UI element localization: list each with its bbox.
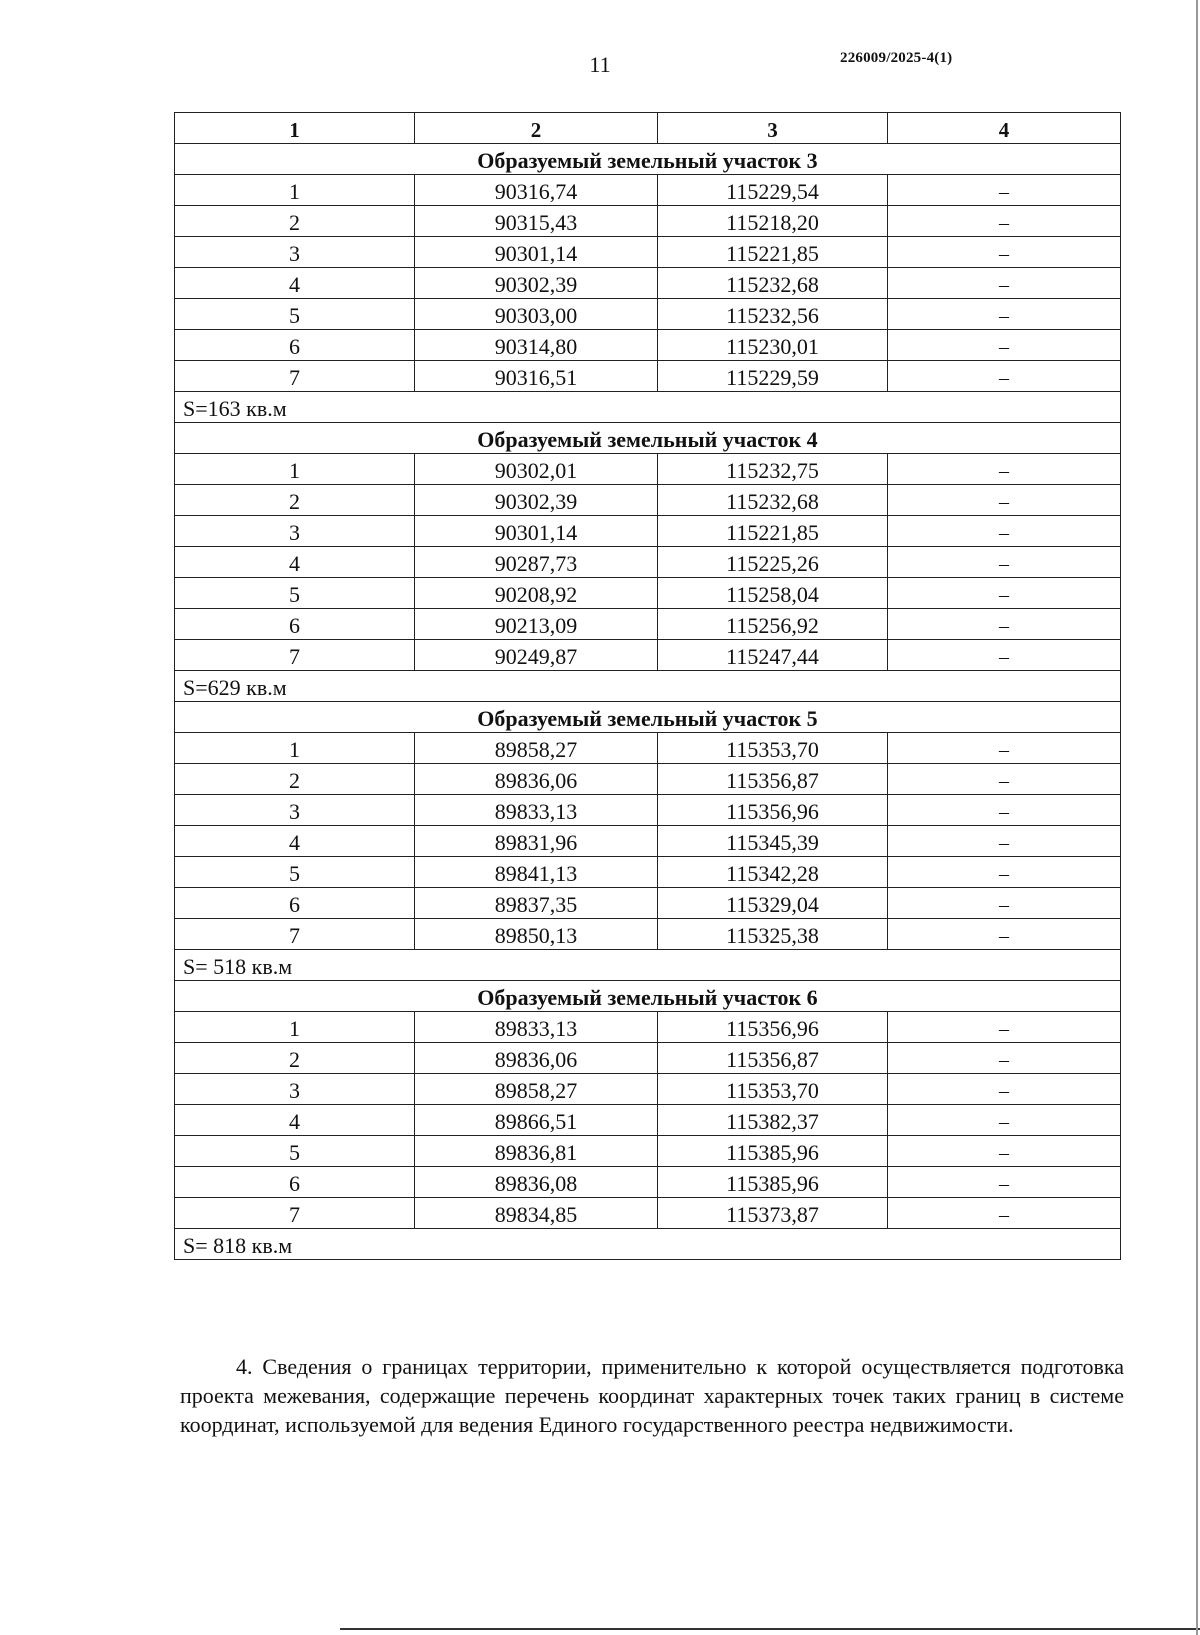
note-cell: –: [888, 1198, 1121, 1229]
section-title: Образуемый земельный участок 4: [175, 423, 1121, 454]
y-coordinate-cell: 115353,70: [658, 733, 888, 764]
section-title: Образуемый земельный участок 6: [175, 981, 1121, 1012]
y-coordinate-cell: 115356,87: [658, 764, 888, 795]
point-number-cell: 3: [175, 516, 415, 547]
table-row: [175, 299, 1121, 330]
point-number-cell: 3: [175, 1074, 415, 1105]
table-row: [175, 1136, 1121, 1167]
y-coordinate-cell: 115353,70: [658, 1074, 888, 1105]
y-coordinate-cell: 115221,85: [658, 237, 888, 268]
x-coordinate-cell: 89833,13: [415, 1012, 658, 1043]
area-row: [175, 1229, 1121, 1260]
y-coordinate-cell: 115221,85: [658, 516, 888, 547]
x-coordinate-cell: 90316,74: [415, 175, 658, 206]
y-coordinate-cell: 115329,04: [658, 888, 888, 919]
y-coordinate-cell: 115373,87: [658, 1198, 888, 1229]
table-row: [175, 454, 1121, 485]
x-coordinate-cell: 89834,85: [415, 1198, 658, 1229]
y-coordinate-cell: 115232,68: [658, 268, 888, 299]
y-coordinate-cell: 115258,04: [658, 578, 888, 609]
table-row: [175, 888, 1121, 919]
point-number-cell: 1: [175, 454, 415, 485]
note-cell: –: [888, 826, 1121, 857]
note-cell: –: [888, 1012, 1121, 1043]
x-coordinate-cell: 89836,06: [415, 764, 658, 795]
table-header-row: [175, 113, 1121, 144]
document-number: 226009/2025-4(1): [840, 50, 953, 66]
point-number-cell: 2: [175, 485, 415, 516]
x-coordinate-cell: 90315,43: [415, 206, 658, 237]
point-number-cell: 1: [175, 175, 415, 206]
section-title-row: [175, 144, 1121, 175]
point-number-cell: 7: [175, 919, 415, 950]
note-cell: –: [888, 640, 1121, 671]
y-coordinate-cell: 115356,96: [658, 795, 888, 826]
table-row: [175, 764, 1121, 795]
y-coordinate-cell: 115229,54: [658, 175, 888, 206]
x-coordinate-cell: 90314,80: [415, 330, 658, 361]
table-row: [175, 1198, 1121, 1229]
x-coordinate-cell: 90213,09: [415, 609, 658, 640]
point-number-cell: 4: [175, 826, 415, 857]
note-cell: –: [888, 795, 1121, 826]
y-coordinate-cell: 115325,38: [658, 919, 888, 950]
x-coordinate-cell: 89836,06: [415, 1043, 658, 1074]
x-coordinate-cell: 89858,27: [415, 1074, 658, 1105]
area-row: [175, 392, 1121, 423]
y-coordinate-cell: 115232,68: [658, 485, 888, 516]
table-row: [175, 206, 1121, 237]
note-cell: –: [888, 764, 1121, 795]
y-coordinate-cell: 115225,26: [658, 547, 888, 578]
y-coordinate-cell: 115345,39: [658, 826, 888, 857]
x-coordinate-cell: 89836,08: [415, 1167, 658, 1198]
x-coordinate-cell: 90249,87: [415, 640, 658, 671]
note-cell: –: [888, 485, 1121, 516]
point-number-cell: 6: [175, 609, 415, 640]
x-coordinate-cell: 89831,96: [415, 826, 658, 857]
section-title: Образуемый земельный участок 5: [175, 702, 1121, 733]
y-coordinate-cell: 115247,44: [658, 640, 888, 671]
point-number-cell: 7: [175, 1198, 415, 1229]
coordinates-table: [174, 112, 1121, 1260]
table-row: [175, 237, 1121, 268]
point-number-cell: 1: [175, 733, 415, 764]
note-cell: –: [888, 516, 1121, 547]
x-coordinate-cell: 90208,92: [415, 578, 658, 609]
x-coordinate-cell: 90302,39: [415, 268, 658, 299]
x-coordinate-cell: 90301,14: [415, 516, 658, 547]
x-coordinate-cell: 90316,51: [415, 361, 658, 392]
x-coordinate-cell: 89866,51: [415, 1105, 658, 1136]
section-title-row: [175, 423, 1121, 454]
x-coordinate-cell: 89836,81: [415, 1136, 658, 1167]
y-coordinate-cell: 115232,56: [658, 299, 888, 330]
y-coordinate-cell: 115229,59: [658, 361, 888, 392]
table-row: [175, 361, 1121, 392]
y-coordinate-cell: 115230,01: [658, 330, 888, 361]
note-cell: –: [888, 175, 1121, 206]
note-cell: –: [888, 578, 1121, 609]
note-cell: –: [888, 609, 1121, 640]
note-cell: –: [888, 857, 1121, 888]
y-coordinate-cell: 115218,20: [658, 206, 888, 237]
table-row: [175, 578, 1121, 609]
column-header: 1: [175, 113, 415, 144]
point-number-cell: 6: [175, 888, 415, 919]
point-number-cell: 4: [175, 1105, 415, 1136]
x-coordinate-cell: 90302,01: [415, 454, 658, 485]
point-number-cell: 2: [175, 206, 415, 237]
point-number-cell: 7: [175, 640, 415, 671]
note-cell: –: [888, 454, 1121, 485]
point-number-cell: 5: [175, 578, 415, 609]
area-row: [175, 671, 1121, 702]
column-header: 3: [658, 113, 888, 144]
table-row: [175, 857, 1121, 888]
point-number-cell: 2: [175, 764, 415, 795]
area-value: S= 518 кв.м: [175, 950, 1121, 981]
table-row: [175, 733, 1121, 764]
point-number-cell: 7: [175, 361, 415, 392]
note-cell: –: [888, 919, 1121, 950]
scan-artifact-line: [340, 1628, 1200, 1630]
column-header: 4: [888, 113, 1121, 144]
point-number-cell: 5: [175, 1136, 415, 1167]
note-cell: –: [888, 299, 1121, 330]
note-cell: –: [888, 206, 1121, 237]
table-body: [175, 144, 1121, 1260]
note-cell: –: [888, 268, 1121, 299]
scan-artifact-edge: [1196, 0, 1198, 1635]
y-coordinate-cell: 115385,96: [658, 1136, 888, 1167]
note-cell: –: [888, 733, 1121, 764]
note-cell: –: [888, 1136, 1121, 1167]
note-cell: –: [888, 330, 1121, 361]
table-row: [175, 485, 1121, 516]
area-row: [175, 950, 1121, 981]
area-value: S=163 кв.м: [175, 392, 1121, 423]
y-coordinate-cell: 115342,28: [658, 857, 888, 888]
point-number-cell: 3: [175, 237, 415, 268]
page-number: 11: [589, 52, 611, 77]
note-cell: –: [888, 1074, 1121, 1105]
section-title-row: [175, 702, 1121, 733]
table-row: [175, 826, 1121, 857]
table-row: [175, 1105, 1121, 1136]
note-cell: –: [888, 1105, 1121, 1136]
y-coordinate-cell: 115356,87: [658, 1043, 888, 1074]
x-coordinate-cell: 89833,13: [415, 795, 658, 826]
x-coordinate-cell: 90287,73: [415, 547, 658, 578]
note-cell: –: [888, 1167, 1121, 1198]
y-coordinate-cell: 115256,92: [658, 609, 888, 640]
table-row: [175, 1012, 1121, 1043]
point-number-cell: 5: [175, 857, 415, 888]
table-row: [175, 1043, 1121, 1074]
note-cell: –: [888, 1043, 1121, 1074]
y-coordinate-cell: 115385,96: [658, 1167, 888, 1198]
area-value: S=629 кв.м: [175, 671, 1121, 702]
section-title-row: [175, 981, 1121, 1012]
note-cell: –: [888, 547, 1121, 578]
x-coordinate-cell: 90302,39: [415, 485, 658, 516]
point-number-cell: 4: [175, 268, 415, 299]
point-number-cell: 6: [175, 1167, 415, 1198]
table-row: [175, 268, 1121, 299]
table-row: [175, 547, 1121, 578]
x-coordinate-cell: 90301,14: [415, 237, 658, 268]
area-value: S= 818 кв.м: [175, 1229, 1121, 1260]
table-row: [175, 175, 1121, 206]
point-number-cell: 3: [175, 795, 415, 826]
column-header: 2: [415, 113, 658, 144]
note-cell: –: [888, 237, 1121, 268]
table-row: [175, 795, 1121, 826]
y-coordinate-cell: 115382,37: [658, 1105, 888, 1136]
table-row: [175, 516, 1121, 547]
table-row: [175, 330, 1121, 361]
section-4-paragraph: 4. Сведения о границах территории, применительно к которой осуществляется подготовка проекта межевания, содержащие перечень координат характерных точек таких границ в системе координат, используемой для ведения Единого государственного реестра недвижимости.: [180, 1354, 1124, 1437]
y-coordinate-cell: 115356,96: [658, 1012, 888, 1043]
table-row: [175, 1074, 1121, 1105]
table-row: [175, 1167, 1121, 1198]
point-number-cell: 1: [175, 1012, 415, 1043]
note-cell: –: [888, 888, 1121, 919]
point-number-cell: 6: [175, 330, 415, 361]
y-coordinate-cell: 115232,75: [658, 454, 888, 485]
section-title: Образуемый земельный участок 3: [175, 144, 1121, 175]
point-number-cell: 2: [175, 1043, 415, 1074]
table-row: [175, 640, 1121, 671]
x-coordinate-cell: 89837,35: [415, 888, 658, 919]
table-row: [175, 919, 1121, 950]
x-coordinate-cell: 90303,00: [415, 299, 658, 330]
point-number-cell: 4: [175, 547, 415, 578]
x-coordinate-cell: 89858,27: [415, 733, 658, 764]
x-coordinate-cell: 89841,13: [415, 857, 658, 888]
table-row: [175, 609, 1121, 640]
point-number-cell: 5: [175, 299, 415, 330]
note-cell: –: [888, 361, 1121, 392]
x-coordinate-cell: 89850,13: [415, 919, 658, 950]
